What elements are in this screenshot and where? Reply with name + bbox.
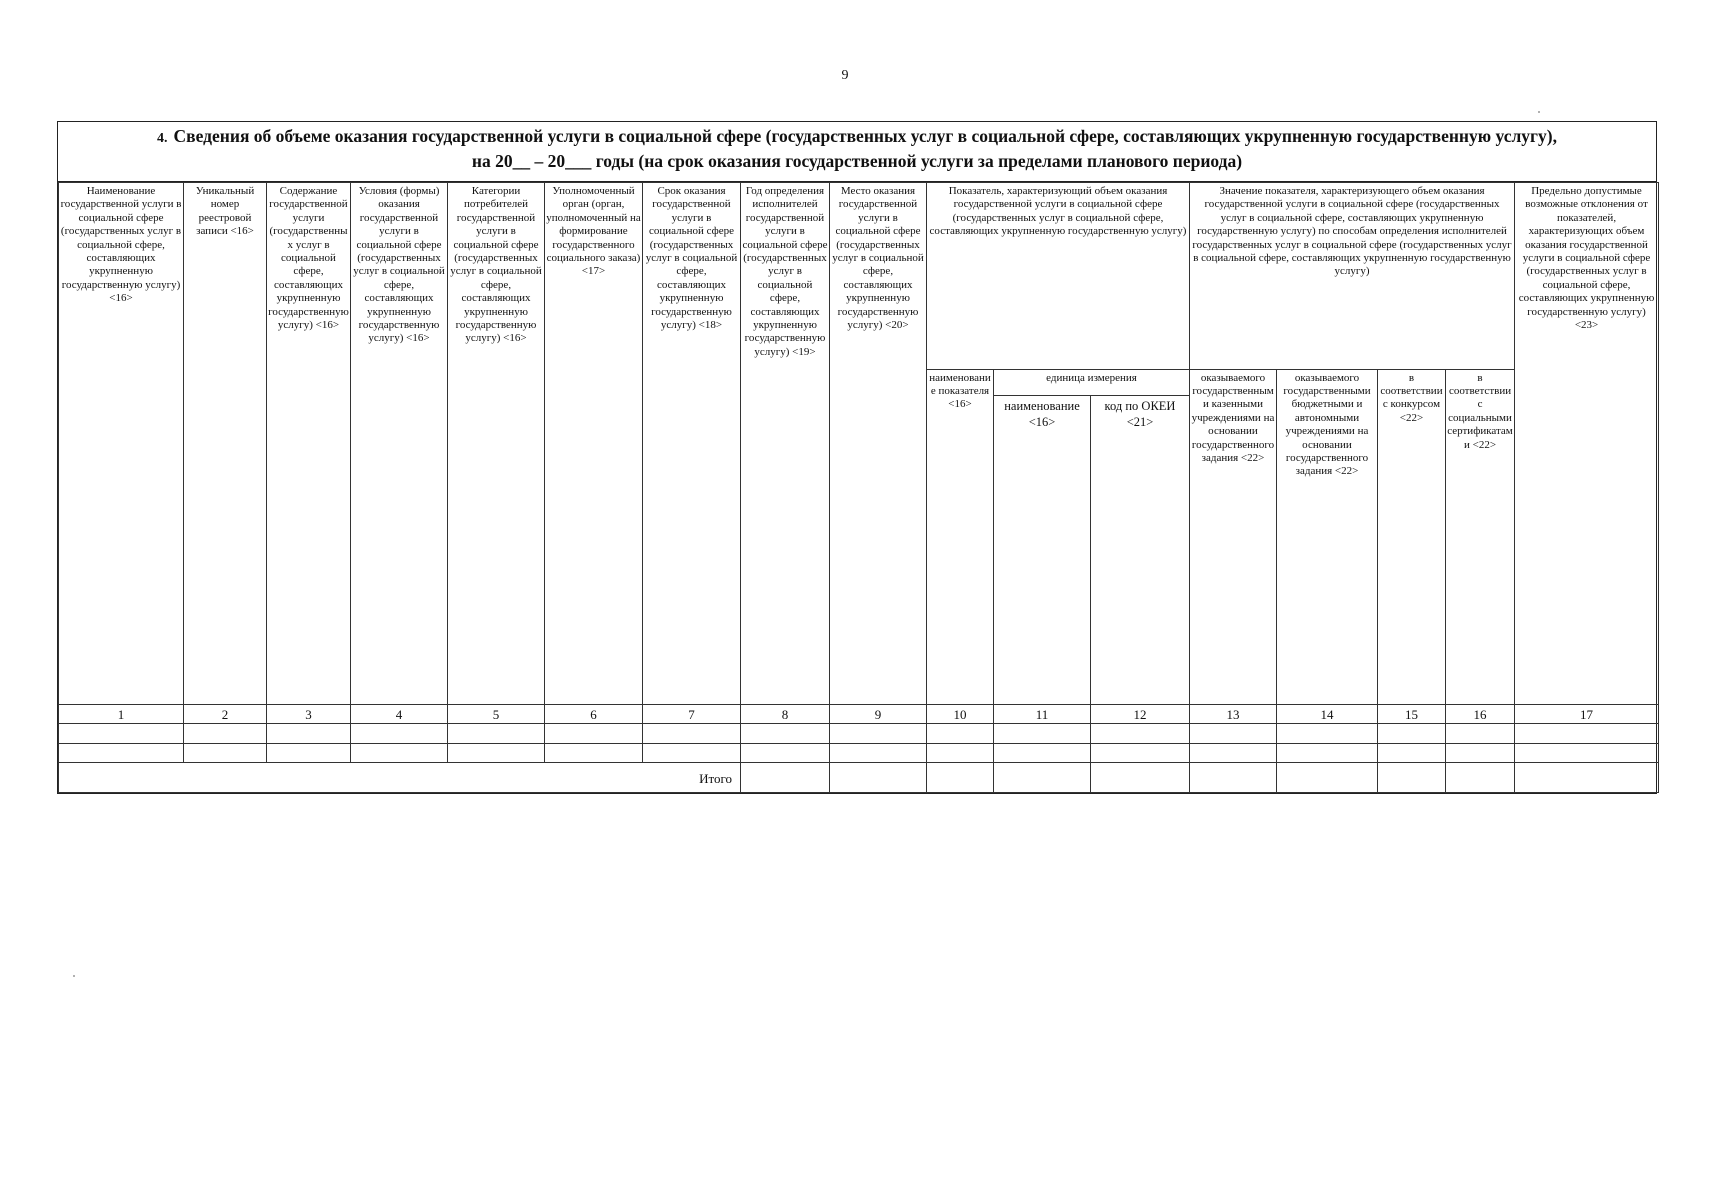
- col-header-1: Наименование государственной услуги в социальной сфере (государственных услуг в социальной сфере, составляющих укрупненную государственную услугу) <16>: [59, 183, 184, 705]
- total-row: [59, 762, 1659, 792]
- table-cell: [643, 743, 741, 762]
- data-row-blank: [59, 724, 1659, 743]
- table-cell: [267, 743, 351, 762]
- table-cell: [1091, 762, 1190, 792]
- table-cell: [184, 743, 267, 762]
- column-number: 5: [448, 705, 545, 724]
- table-cell: [1446, 743, 1515, 762]
- col-header-8: Год определения исполнителей государственной услуги в социальной сфере (государственных услуг в социальной сфере, составляющих укрупненную государственную услугу) <19>: [741, 183, 830, 705]
- scan-speck: [73, 975, 75, 977]
- col-header-15: в соответствии с конкурсом <22>: [1378, 369, 1446, 705]
- table-cell: [927, 724, 994, 743]
- col-header-11: наименование <16>: [994, 395, 1091, 705]
- table-cell: [1515, 724, 1659, 743]
- column-number: 7: [643, 705, 741, 724]
- table-cell: [1277, 743, 1378, 762]
- column-number: 6: [545, 705, 643, 724]
- heading-line-2: на 20__ – 20___ годы (на срок оказания государственной услуги за пределами планового периода): [471, 151, 1243, 171]
- column-number-row: [59, 705, 1659, 724]
- table-cell: [643, 724, 741, 743]
- table-cell: [1515, 743, 1659, 762]
- column-number: 12: [1091, 705, 1190, 724]
- table-cell: [59, 743, 184, 762]
- table-cell: [1378, 762, 1446, 792]
- table-cell: [1378, 743, 1446, 762]
- page-number: 9: [841, 68, 849, 83]
- table-cell: [545, 724, 643, 743]
- col-header-6: Уполномоченный орган (орган, уполномоченный на формирование государственного социального заказа) <17>: [545, 183, 643, 705]
- col-header-7: Срок оказания государственной услуги в социальной сфере (государственных услуг в социальной сфере, составляющих укрупненную государственную услугу) <18>: [643, 183, 741, 705]
- data-row-blank: [59, 743, 1659, 762]
- table-cell: [1446, 724, 1515, 743]
- table-cell: [830, 724, 927, 743]
- col-header-17: Предельно допустимые возможные отклонения от показателей, характеризующих объем оказания государственной услуги в социальной сфере (государственных услуг в социальной сфере, составляющих укрупненную государственную услугу) <23>: [1515, 183, 1659, 705]
- table-cell: [994, 762, 1091, 792]
- group-header-unit: единица измерения: [994, 369, 1190, 395]
- table-cell: [1277, 724, 1378, 743]
- group-header-value: Значение показателя, характеризующего объем оказания государственной услуги в социальной сфере (государственных услуг в социальной сфере, составляющих укрупненную государственную услугу) по способам определения исполнителей государственных услуг в социальной сфере (государственных услуг в социальной сфере, составляющих укрупненную государственную услугу): [1190, 183, 1515, 370]
- col-header-9: Место оказания государственной услуги в социальной сфере (государственных услуг в социальной сфере, составляющих укрупненную государственную услугу) <20>: [830, 183, 927, 705]
- col-header-13: оказываемого государственными казенными учреждениями на основании государственного задания <22>: [1190, 369, 1277, 705]
- table-cell: [184, 724, 267, 743]
- section-number: 4.: [157, 131, 168, 146]
- column-number: 13: [1190, 705, 1277, 724]
- column-number: 10: [927, 705, 994, 724]
- table-cell: [994, 724, 1091, 743]
- column-number: 8: [741, 705, 830, 724]
- volume-table-frame: [57, 121, 1657, 794]
- table-cell: [927, 743, 994, 762]
- column-number: 1: [59, 705, 184, 724]
- table-cell: [741, 762, 830, 792]
- table-cell: [351, 724, 448, 743]
- col-header-16: в соответствии с социальными сертификатами <22>: [1446, 369, 1515, 705]
- table-cell: [741, 743, 830, 762]
- table-cell: [1091, 724, 1190, 743]
- column-number: 16: [1446, 705, 1515, 724]
- column-number: 15: [1378, 705, 1446, 724]
- table-cell: [1190, 762, 1277, 792]
- column-number: 11: [994, 705, 1091, 724]
- table-cell: [1378, 724, 1446, 743]
- heading-text-1: Сведения об объеме оказания государственной услуги в социальной сфере (государственных услуг в социальной сфере, составляющих укрупненную государственную услугу),: [173, 126, 1557, 146]
- table-cell: [1446, 762, 1515, 792]
- column-number: 3: [267, 705, 351, 724]
- column-number: 2: [184, 705, 267, 724]
- table-cell: [830, 743, 927, 762]
- column-number: 17: [1515, 705, 1659, 724]
- group-header-indicator: Показатель, характеризующий объем оказания государственной услуги в социальной сфере (государственных услуг в социальной сфере, составляющих укрупненную государственную услугу): [927, 183, 1190, 370]
- table-cell: [267, 724, 351, 743]
- heading-line-1: [58, 125, 1656, 150]
- table-cell: [1190, 724, 1277, 743]
- table-cell: [1190, 743, 1277, 762]
- table-cell: [741, 724, 830, 743]
- col-header-2: Уникальный номер реестровой записи <16>: [184, 183, 267, 705]
- table-cell: [448, 724, 545, 743]
- col-header-10: наименование показателя <16>: [927, 369, 994, 705]
- column-number: 14: [1277, 705, 1378, 724]
- volume-table: [58, 182, 1659, 793]
- col-header-12: код по ОКЕИ <21>: [1091, 395, 1190, 705]
- table-cell: [1515, 762, 1659, 792]
- table-cell: [545, 743, 643, 762]
- col-header-14: оказываемого государственными бюджетными и автономными учреждениями на основании государственного задания <22>: [1277, 369, 1378, 705]
- col-header-3: Содержание государственной услуги (государственных услуг в социальной сфере, составляющих укрупненную государственную услугу) <16>: [267, 183, 351, 705]
- col-header-5: Категории потребителей государственной услуги в социальной сфере (государственных услуг в социальной сфере, составляющих укрупненную государственную услугу) <16>: [448, 183, 545, 705]
- col-header-4: Условия (формы) оказания государственной услуги в социальной сфере (государственных услуг в социальной сфере, составляющих укрупненную государственную услугу) <16>: [351, 183, 448, 705]
- table-cell: [830, 762, 927, 792]
- total-label: Итого: [59, 762, 741, 792]
- column-number: 4: [351, 705, 448, 724]
- scan-speck: [1538, 111, 1540, 113]
- table-cell: [448, 743, 545, 762]
- table-cell: [351, 743, 448, 762]
- section-heading: [58, 122, 1656, 182]
- table-cell: [994, 743, 1091, 762]
- table-cell: [1277, 762, 1378, 792]
- column-number: 9: [830, 705, 927, 724]
- table-cell: [927, 762, 994, 792]
- table-cell: [1091, 743, 1190, 762]
- header-row-1: [59, 183, 1659, 370]
- table-cell: [59, 724, 184, 743]
